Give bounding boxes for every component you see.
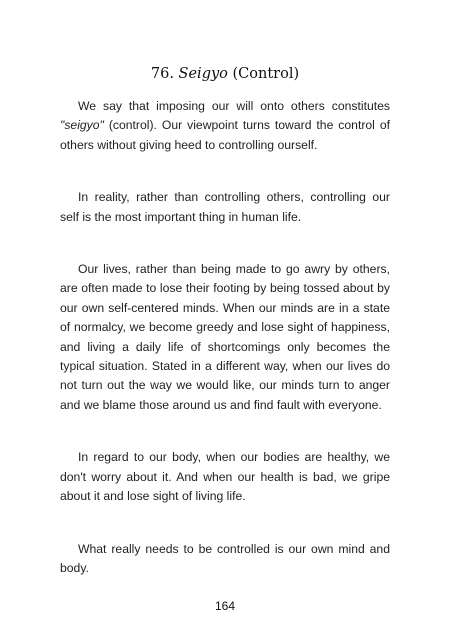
paragraph — [60, 97, 390, 155]
section-gloss: (Control) — [232, 66, 300, 82]
section-term: Seigyo — [178, 66, 228, 82]
page-title — [0, 64, 450, 84]
paragraph: Our lives, rather than being made to go awry by others, are often made to lose their footing by being tossed about by our own self-centered minds. When our minds are in a state of normalcy, we become greedy and lose sight of happiness, and living a daily life of shortcomings only becomes the typical situation. Stated in a different way, when our lives do not turn out the way we would like, our minds turn to anger and we blame those around us and find fault with everyone. — [60, 262, 390, 412]
paragraph-text-end: (control). Our viewpoint turns toward the control of others without giving heed to controlling ourself. — [60, 118, 390, 152]
section-number: 76. — [150, 66, 174, 82]
page-number: 164 — [214, 599, 236, 613]
emphasized-term: "seigyo" — [60, 118, 104, 133]
paragraph: In regard to our body, when our bodies are healthy, we don't worry about it. And when our health is bad, we gripe about it and lose sight of living life. — [60, 450, 390, 504]
paragraph: What really needs to be controlled is our own mind and body. — [60, 541, 390, 575]
paragraph-text-start: We say that imposing our will onto others constitutes — [78, 99, 390, 113]
body-text — [60, 97, 390, 611]
paragraph: In reality, rather than controlling others, controlling our self is the most important thing in human life. — [60, 190, 390, 224]
